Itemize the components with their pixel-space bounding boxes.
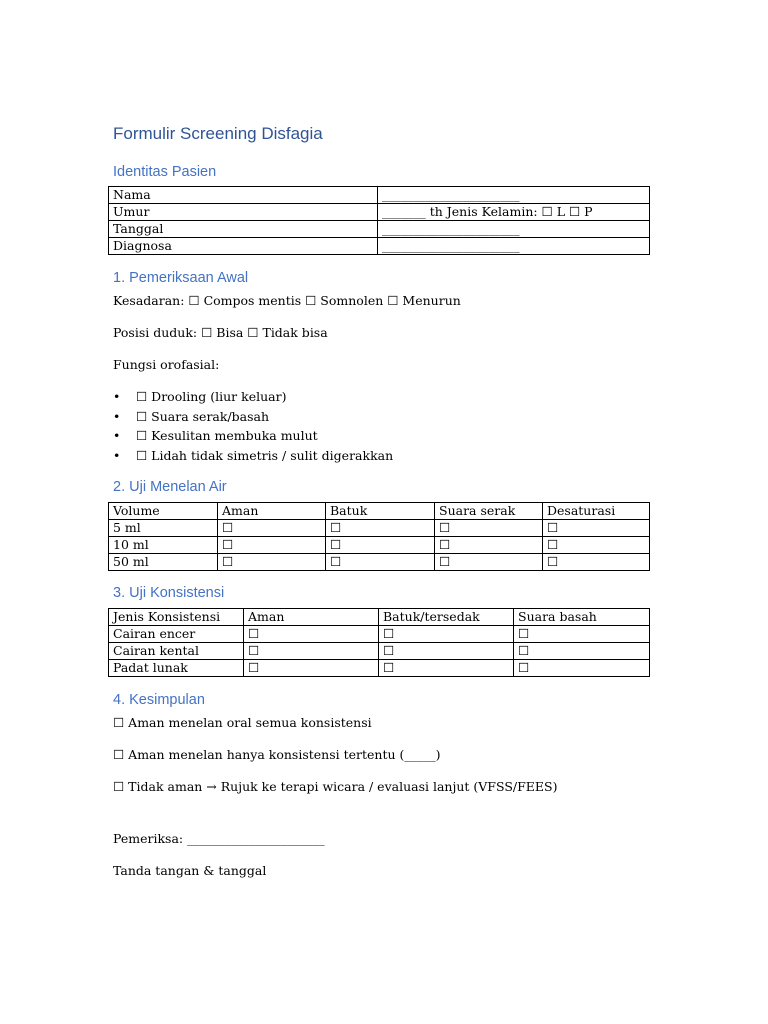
identitas-value: ______________________ — [378, 221, 650, 238]
checkbox-cell[interactable]: ☐ — [218, 520, 326, 537]
kesimpulan-option[interactable]: ☐ Tidak aman → Rujuk ke terapi wicara / evaluasi lanjut (VFSS/FEES) — [113, 779, 558, 794]
bullet-icon: • — [113, 408, 121, 424]
column-header: Desaturasi — [543, 503, 650, 520]
checkbox-cell[interactable]: ☐ — [379, 626, 514, 643]
section-heading-konsistensi: 3. Uji Konsistensi — [113, 585, 225, 601]
table-row — [109, 660, 650, 677]
checkbox-cell[interactable]: ☐ — [379, 643, 514, 660]
column-header: Suara serak — [435, 503, 543, 520]
table-row — [109, 520, 650, 537]
kesimpulan-option[interactable]: ☐ Aman menelan oral semua konsistensi — [113, 715, 372, 730]
checkbox-cell[interactable]: ☐ — [435, 537, 543, 554]
fungsi-orofasial-label: Fungsi orofasial: — [113, 357, 220, 372]
checkbox-cell[interactable]: ☐ — [543, 520, 650, 537]
section-heading-kesimpulan: 4. Kesimpulan — [113, 692, 205, 708]
bullet-icon: • — [113, 389, 121, 404]
table-row — [109, 643, 650, 660]
table-row — [109, 221, 650, 238]
table-cell: 5 ml — [109, 520, 218, 537]
bullet-icon: • — [113, 447, 121, 463]
identitas-label: Diagnosa — [109, 238, 378, 255]
column-header: Volume — [109, 503, 218, 520]
table-row — [109, 187, 650, 204]
checkbox-cell[interactable]: ☐ — [543, 554, 650, 571]
table-row — [109, 204, 650, 221]
list-item — [113, 409, 393, 429]
table-row — [109, 238, 650, 255]
checkbox-cell[interactable]: ☐ — [435, 520, 543, 537]
table-row — [109, 626, 650, 643]
checkbox-cell[interactable]: ☐ — [543, 537, 650, 554]
identitas-value: ______________________ — [378, 187, 650, 204]
checklist-text: ☐ Lidah tidak simetris / sulit digerakkan — [136, 447, 394, 463]
column-header: Aman — [244, 609, 379, 626]
kesimpulan-option[interactable]: ☐ Aman menelan hanya konsistensi tertentu (_____) — [113, 747, 441, 762]
section-heading-menelan: 2. Uji Menelan Air — [113, 479, 227, 495]
table-cell: 50 ml — [109, 554, 218, 571]
bullet-icon: • — [113, 428, 121, 443]
table-cell: Cairan encer — [109, 626, 244, 643]
table-row — [109, 537, 650, 554]
checkbox-cell[interactable]: ☐ — [244, 643, 379, 660]
orofasial-checklist — [113, 389, 393, 467]
checkbox-cell[interactable]: ☐ — [514, 626, 650, 643]
table-header-row — [109, 503, 650, 520]
list-item — [113, 448, 393, 468]
checkbox-cell[interactable]: ☐ — [514, 643, 650, 660]
kesadaran-line: Kesadaran: ☐ Compos mentis ☐ Somnolen ☐ Menurun — [113, 293, 461, 308]
checklist-text: ☐ Drooling (liur keluar) — [136, 389, 287, 404]
checkbox-cell[interactable]: ☐ — [514, 660, 650, 677]
section-heading-identitas: Identitas Pasien — [113, 164, 217, 180]
checkbox-cell[interactable]: ☐ — [326, 554, 435, 571]
checkbox-cell[interactable]: ☐ — [326, 537, 435, 554]
identitas-value: _______ th Jenis Kelamin: ☐ L ☐ P — [378, 204, 650, 221]
tanda-tangan-label: Tanda tangan & tanggal — [113, 863, 267, 878]
column-header: Batuk — [326, 503, 435, 520]
posisi-duduk-line: Posisi duduk: ☐ Bisa ☐ Tidak bisa — [113, 325, 328, 340]
table-row — [109, 554, 650, 571]
table-cell: Cairan kental — [109, 643, 244, 660]
list-item — [113, 389, 393, 409]
column-header: Jenis Konsistensi — [109, 609, 244, 626]
pemeriksa-line: Pemeriksa: ______________________ — [113, 831, 325, 846]
checkbox-cell[interactable]: ☐ — [244, 660, 379, 677]
identitas-label: Umur — [109, 204, 378, 221]
column-header: Suara basah — [514, 609, 650, 626]
checkbox-cell[interactable]: ☐ — [379, 660, 514, 677]
identitas-table — [108, 186, 650, 255]
checkbox-cell[interactable]: ☐ — [326, 520, 435, 537]
table-header-row — [109, 609, 650, 626]
section-heading-pemeriksaan: 1. Pemeriksaan Awal — [113, 270, 249, 286]
menelan-table — [108, 502, 650, 571]
checkbox-cell[interactable]: ☐ — [435, 554, 543, 571]
form-title: Formulir Screening Disfagia — [113, 124, 323, 143]
identitas-label: Nama — [109, 187, 378, 204]
column-header: Aman — [218, 503, 326, 520]
checklist-text: ☐ Kesulitan membuka mulut — [136, 428, 318, 443]
list-item — [113, 428, 393, 448]
checkbox-cell[interactable]: ☐ — [218, 537, 326, 554]
checklist-text: ☐ Suara serak/basah — [136, 408, 270, 424]
checkbox-cell[interactable]: ☐ — [244, 626, 379, 643]
identitas-value: ______________________ — [378, 238, 650, 255]
table-cell: 10 ml — [109, 537, 218, 554]
column-header: Batuk/tersedak — [379, 609, 514, 626]
konsistensi-table — [108, 608, 650, 677]
checkbox-cell[interactable]: ☐ — [218, 554, 326, 571]
table-cell: Padat lunak — [109, 660, 244, 677]
identitas-label: Tanggal — [109, 221, 378, 238]
